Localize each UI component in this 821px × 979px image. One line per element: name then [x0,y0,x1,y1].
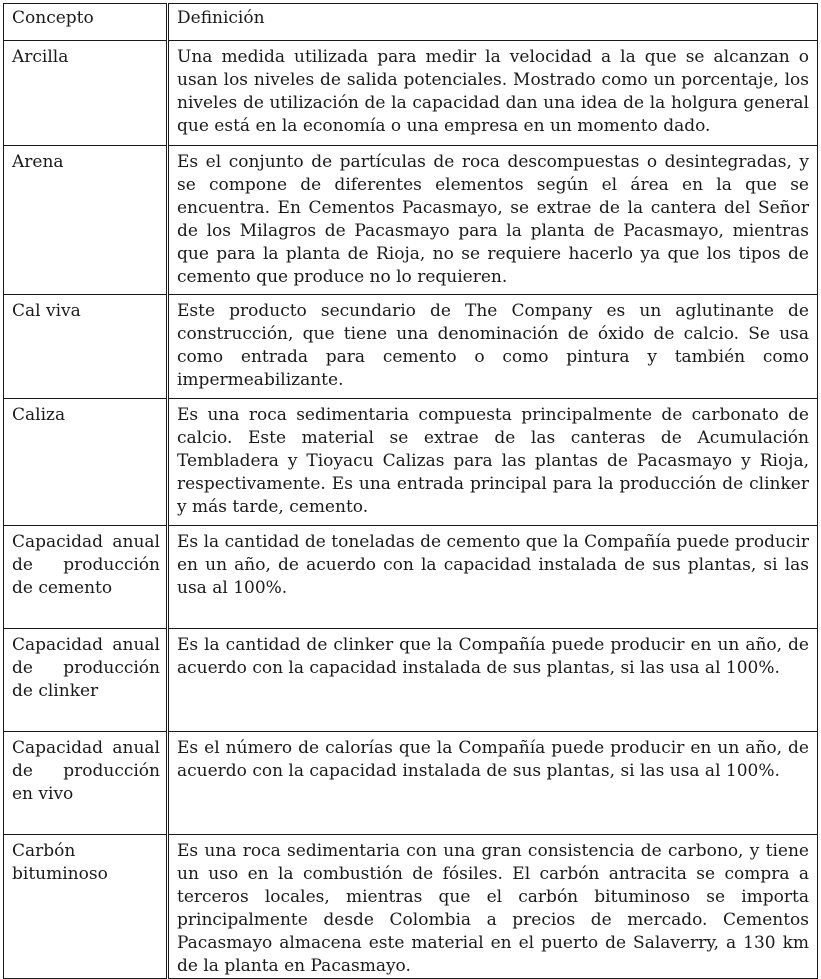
term-cell: Arcilla [4,41,168,146]
definition-cell: Este producto secundario de The Company es un aglutinante de construcción, que tiene una denominación de óxido de calcio. Se usa como entrada para cemento o como pintura y también como impermeabilizante. [168,295,818,399]
table-row [4,295,818,399]
term-cell: Capacidad anual de producción en vivo [4,732,168,835]
definition-cell: Es una roca sedimentaria con una gran consistencia de carbono, y tiene un uso en la combustión de fósiles. El carbón antracita se compra a terceros locales, mientras que el carbón bituminoso se importa principalmente desde Colombia a precios de mercado. Cementos Pacasmayo almacena este material en el puerto de Salaverry, a 130 km de la planta en Pacasmayo. [168,835,818,979]
table-header-row [4,4,818,41]
term-cell: Cal viva [4,295,168,399]
definition-cell: Es una roca sedimentaria compuesta principalmente de carbonato de calcio. Este material se extrae de las canteras de Acumulación Tembladera y Tioyacu Calizas para las plantas de Pacasmayo y Rioja, respectivamente. Es una entrada principal para la producción de clinker y más tarde, cemento. [168,399,818,526]
definition-cell: Es el número de calorías que la Compañía puede producir en un año, de acuerdo con la capacidad instalada de sus plantas, si las usa al 100%. [168,732,818,835]
term-cell: Capacidad anual de producción de clinker [4,629,168,732]
term-cell: Caliza [4,399,168,526]
table-row [4,399,818,526]
table-row [4,732,818,835]
table-row [4,629,818,732]
table-row [4,146,818,295]
term-cell: Arena [4,146,168,295]
definition-cell: Es el conjunto de partículas de roca descompuestas o desintegradas, y se compone de diferentes elementos según el área en la que se encuentra. En Cementos Pacasmayo, se extrae de la cantera del Señor de los Milagros de Pacasmayo para la planta de Pacasmayo, mientras que para la planta de Rioja, no se requiere hacerlo ya que los tipos de cemento que produce no lo requieren. [168,146,818,295]
term-cell: Capacidad anual de producción de cemento [4,526,168,629]
definition-cell: Una medida utilizada para medir la velocidad a la que se alcanzan o usan los niveles de salida potenciales. Mostrado como un porcentaje, los niveles de utilización de la capacidad dan una idea de la holgura general que está en la economía o una empresa en un momento dado. [168,41,818,146]
table-row [4,526,818,629]
table-row [4,41,818,146]
definition-cell: Es la cantidad de toneladas de cemento que la Compañía puede producir en un año, de acuerdo con la capacidad instalada de sus plantas, si las usa al 100%. [168,526,818,629]
glossary-table [3,3,818,979]
table-row [4,835,818,979]
definition-cell: Es la cantidad de clinker que la Compañía puede producir en un año, de acuerdo con la capacidad instalada de sus plantas, si las usa al 100%. [168,629,818,732]
term-cell: Carbón bituminoso [4,835,168,979]
header-concept: Concepto [4,4,168,41]
header-definition: Definición [168,4,818,41]
